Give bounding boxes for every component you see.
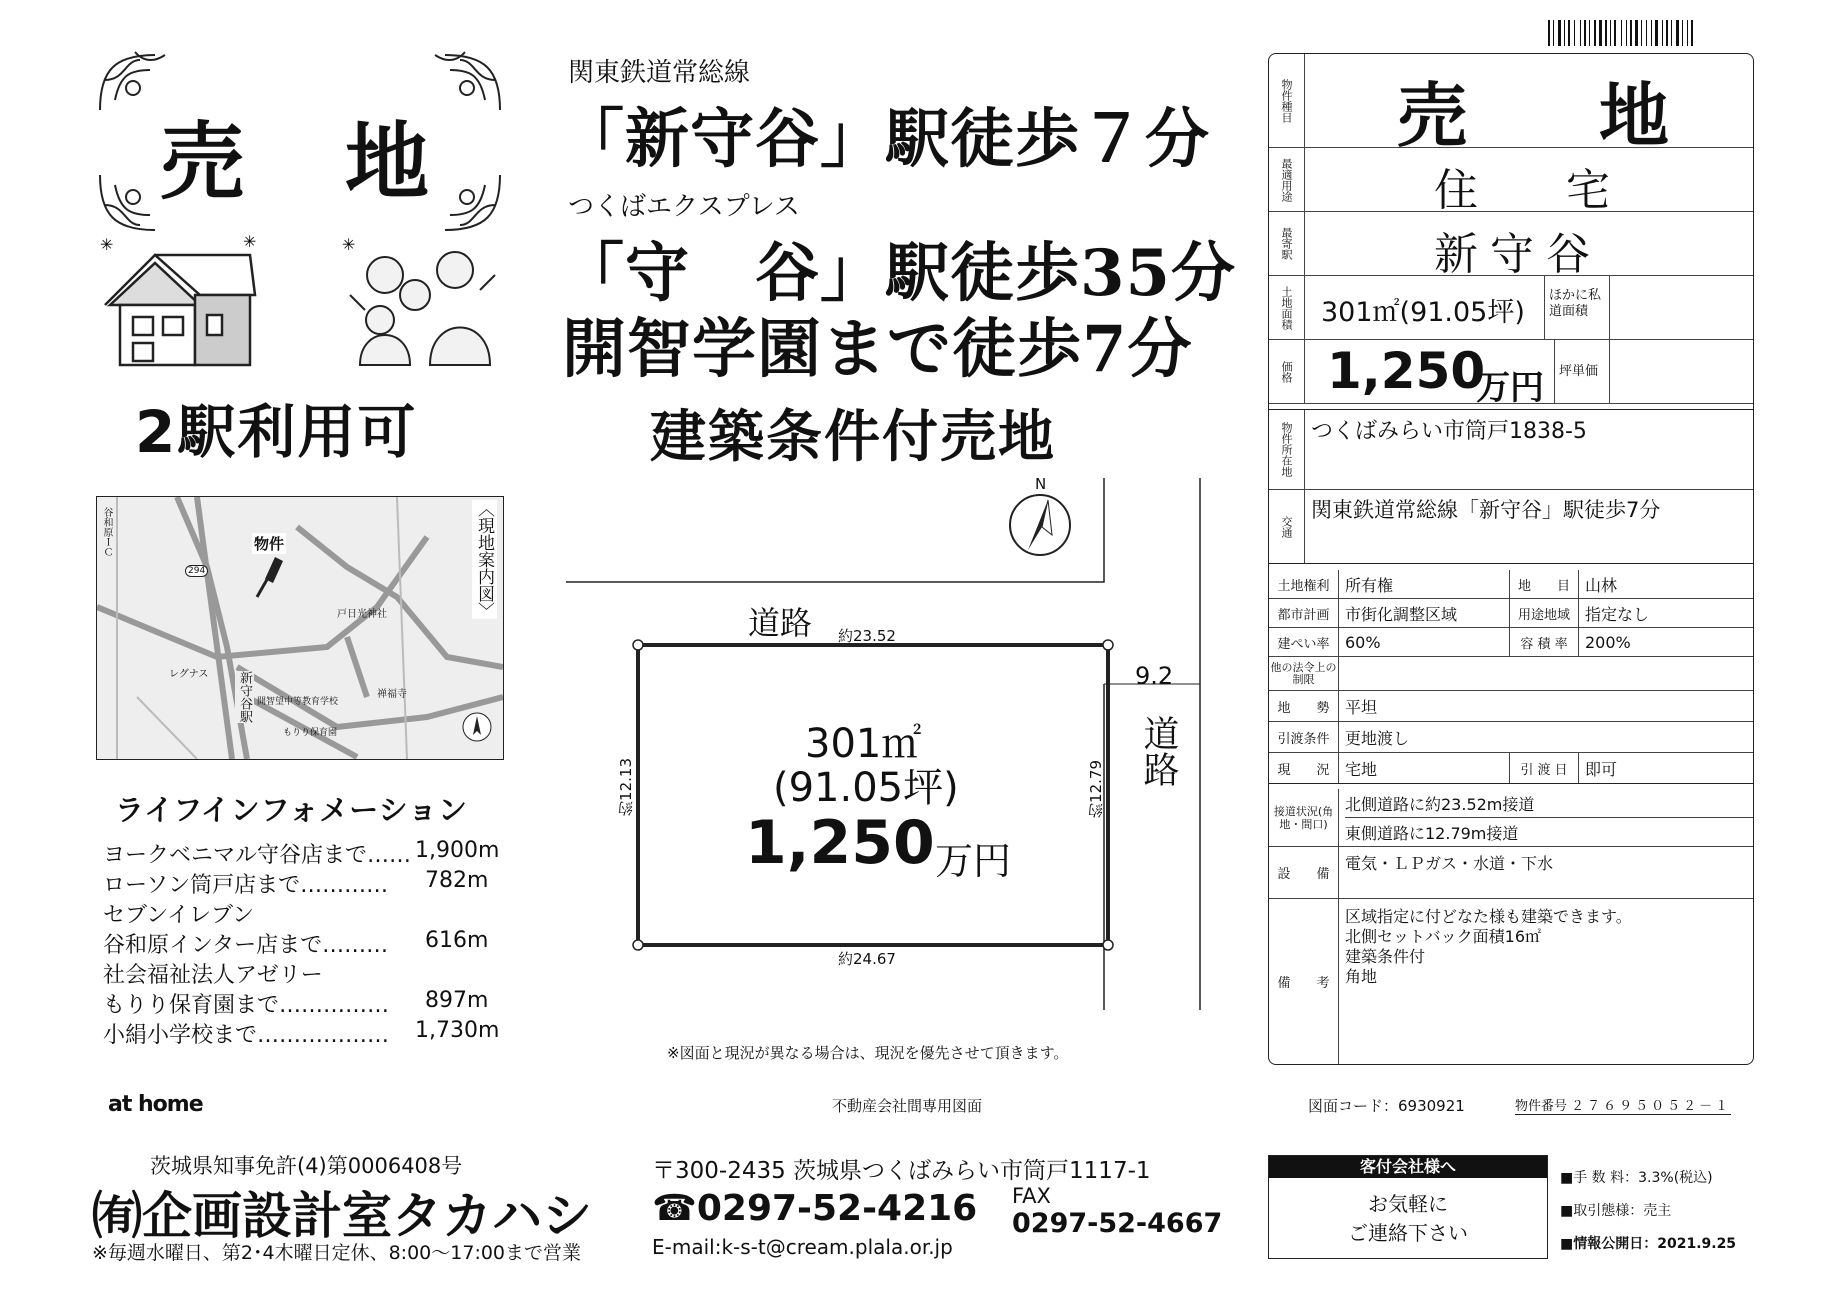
label-type: 物件種目: [1269, 54, 1305, 147]
road-contact-east: 東側道路に12.79m接道: [1345, 824, 1519, 843]
remark-line: 建築条件付: [1345, 946, 1426, 966]
moriya-walk: 「守 谷」駅徒歩35分: [560, 236, 1237, 311]
line-joso-name: 関東鉄道常総線: [568, 58, 751, 88]
traffic-value: 関東鉄道常総線「新守谷」駅徒歩7分: [1311, 498, 1661, 522]
for-agents-label: 不動産会社間専用図面: [832, 1097, 983, 1115]
address-value: つくばみらい市筒戸1838-5: [1311, 419, 1587, 444]
label-land-category: 地 目: [1509, 570, 1579, 598]
label-address: 物件所在地: [1269, 410, 1305, 489]
shin-moriya-walk: 「新守谷」駅徒歩７分: [560, 102, 1210, 177]
label-price: 価格: [1269, 340, 1305, 403]
barcode: [1548, 20, 1748, 46]
transaction-mode: ■取引態様：売主: [1560, 1203, 1672, 1219]
coverage-value: 60%: [1345, 632, 1381, 652]
label-city-planning: 都市計画: [1269, 599, 1339, 627]
top-length-label: 約23.52: [838, 627, 896, 645]
zoning-value: 指定なし: [1585, 604, 1650, 624]
floor-ratio-value: 200%: [1585, 632, 1631, 652]
bottom-length-label: 約24.67: [838, 950, 896, 968]
remark-line: 北側セットバック面積16㎡: [1345, 926, 1542, 946]
map-title: 〈現地案内図〉: [472, 500, 497, 619]
label-facility: 設 備: [1269, 847, 1339, 898]
label-station: 最寄駅: [1269, 212, 1305, 275]
handover-date-value: 即可: [1585, 759, 1618, 779]
two-stations-available: 2駅利用可: [135, 398, 418, 466]
fee-info: ■手 数 料：3.3%(税込): [1560, 1170, 1713, 1186]
label-handover-date: 引 渡 日: [1509, 753, 1579, 783]
use-value: 住 宅: [1434, 165, 1610, 216]
remark-line: 角地: [1345, 966, 1378, 986]
label-coverage: 建ぺい率: [1269, 628, 1339, 656]
label-use: 最適用途: [1269, 148, 1305, 211]
publish-date: ■情報公開日：2021.9.25: [1560, 1236, 1737, 1252]
svg-text:✳: ✳: [342, 235, 356, 254]
plot-price-unit: 万円: [935, 839, 1012, 883]
conditional-land: 建築条件付売地: [650, 405, 1056, 470]
handover-cond-value: 更地渡し: [1345, 728, 1410, 748]
line-tx-name: つくばエクスプレス: [568, 192, 800, 222]
agent-box: [1268, 1155, 1548, 1259]
house-illustration: [95, 235, 265, 375]
plot-price: 1,250: [745, 808, 935, 878]
status-value: 宅地: [1345, 759, 1378, 779]
kaichi-walk: 開智学園まで徒歩7分: [562, 312, 1193, 387]
company-fax: 0297-52-4667: [1012, 1208, 1223, 1239]
label-area: 土地面積: [1269, 276, 1305, 339]
fax-label: FAX: [1012, 1184, 1051, 1208]
map-label-route: 294: [185, 565, 208, 577]
map-label-station: 新守谷駅: [237, 671, 252, 723]
property-number: 物件番号 ２７６９５０５２－１: [1515, 1095, 1731, 1115]
drawing-code: 図面コード：6930921: [1308, 1097, 1465, 1115]
plot-area: 301㎡: [805, 721, 922, 767]
company-tel: ☎0297-52-4216: [652, 1188, 978, 1229]
label-traffic: 交通: [1269, 490, 1305, 563]
label-floor-ratio: 容 積 率: [1509, 628, 1579, 656]
label-status: 現 況: [1269, 753, 1339, 783]
label-terrain: 地 勢: [1269, 691, 1339, 721]
label-other-law: 他の法令上の制限: [1269, 657, 1339, 690]
map-label-school: 開智望中等教育学校: [257, 697, 339, 707]
agent-box-header: 客付会社様へ: [1269, 1156, 1547, 1178]
company-email: E-mail:k-s-t@cream.plala.or.jp: [652, 1235, 953, 1259]
plot-note: ※図面と現況が異なる場合は、現況を優先させて頂きます。: [667, 1044, 1069, 1062]
svg-text:✳: ✳: [243, 235, 257, 251]
athome-logo: at home: [108, 1092, 203, 1117]
remark-line: 区域指定に付どなた様も建築できます。: [1345, 906, 1632, 926]
phone-icon: ☎: [652, 1188, 697, 1229]
headline-land: 地: [345, 113, 430, 211]
label-handover-cond: 引渡条件: [1269, 722, 1339, 752]
label-remarks: 備 考: [1269, 899, 1339, 1064]
map-target-label: 物件: [254, 535, 285, 553]
price-value: 1,250: [1327, 342, 1486, 400]
station-value: 新守谷: [1434, 229, 1602, 280]
price-unit: 万円: [1476, 368, 1544, 408]
headline-sell: 売: [160, 113, 249, 211]
map-label-shrine: 戸日光神社: [337, 609, 387, 620]
road-contact-north: 北側道路に約23.52m接道: [1345, 789, 1753, 818]
city-planning-value: 市街化調整区域: [1345, 604, 1458, 624]
company-name: ㈲企画設計室タカハシ: [92, 1187, 592, 1245]
map-label-temple: 禅福寺: [377, 689, 407, 700]
type-value-land: 地: [1599, 75, 1669, 157]
road-east-label: 道路: [1138, 715, 1179, 787]
agent-box-msg1: お気軽に: [1368, 1192, 1448, 1216]
land-category-value: 山林: [1585, 575, 1618, 595]
family-illustration: [340, 235, 505, 375]
label-zoning: 用途地域: [1509, 599, 1579, 627]
plot-area-tsubo: (91.05坪): [773, 765, 959, 811]
right-length-label: 約12.79: [1087, 760, 1105, 818]
road-width-label: 9.2: [1135, 662, 1174, 690]
road-north-label: 道路: [748, 604, 813, 642]
facility-value: 電気・ＬＰガス・水道・下水: [1345, 853, 1554, 873]
label-road-contact: 接道状況(角地・間口): [1269, 789, 1339, 846]
north-compass-icon: [1010, 495, 1070, 555]
label-land-rights: 土地権利: [1269, 570, 1339, 598]
left-length-label: 約12.13: [617, 758, 635, 816]
area-value: 301㎡(91.05坪): [1321, 297, 1525, 328]
life-info-title: ライフインフォメーション: [115, 793, 469, 827]
map-label-regnas: レグナス: [169, 669, 209, 680]
company-address: 〒300-2435 茨城県つくばみらい市筒戸1117-1: [652, 1158, 1151, 1184]
north-label: N: [1035, 475, 1047, 493]
terrain-value: 平坦: [1345, 697, 1378, 717]
license-number: 茨城県知事免許(4)第0006408号: [150, 1154, 463, 1178]
agent-box-msg2: ご連絡下さい: [1348, 1221, 1468, 1245]
business-hours: ※毎週水曜日、第2･4木曜日定休、8:00～17:00まで営業: [92, 1242, 582, 1264]
land-rights-value: 所有権: [1345, 575, 1394, 595]
property-info-table: [1268, 53, 1754, 1065]
label-tsubo-price: 坪単価: [1559, 364, 1599, 379]
label-private-road: ほかに私道面積: [1549, 288, 1602, 319]
location-map: [96, 496, 504, 760]
svg-text:✳: ✳: [100, 235, 114, 254]
type-value-sell: 売: [1397, 75, 1467, 157]
ornament-frame: [95, 50, 505, 235]
map-label-ic: 谷和原ＩＣ: [101, 507, 112, 557]
map-label-nursery: もりり保育園: [283, 728, 338, 738]
